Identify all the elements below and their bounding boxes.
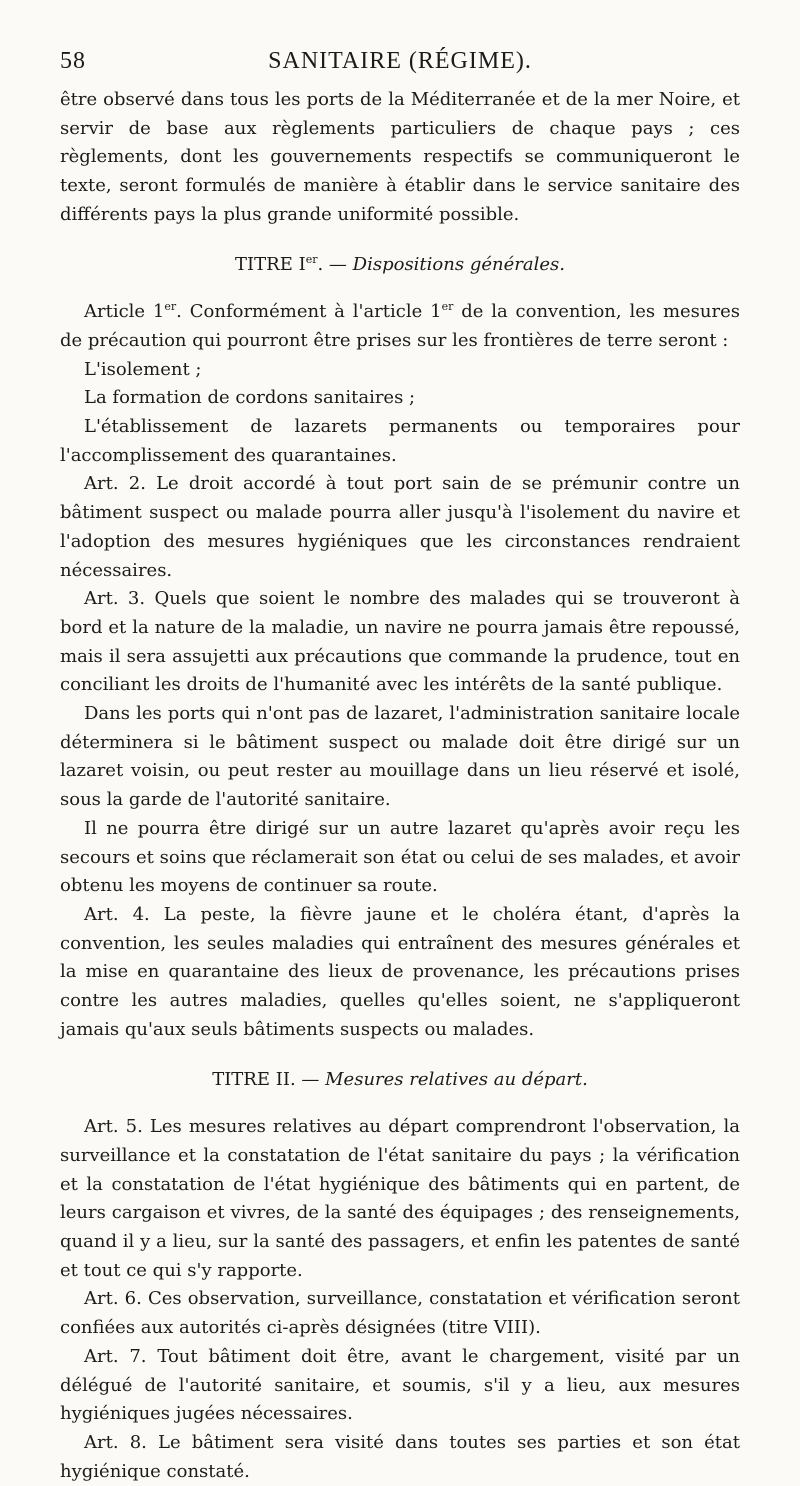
article-3-paragraph: Dans les ports qui n'ont pas de lazaret, l'administration sanitaire locale déterminera si le bâtiment suspect ou malade doit être dirigé sur un lazaret voisin, ou peut rester au mouillage dans un lieu réservé et isolé, sous la garde de l'autorité sanitaire. <box>60 703 740 811</box>
page-header <box>0 48 800 82</box>
article-1-item: La formation de cordons sanitaires ; <box>84 387 416 409</box>
article-6: Art. 6. Ces observation, surveillance, constatation et vérification seront confiées aux autorités ci-après désignées (titre VIII). <box>60 1288 740 1339</box>
article-8: Art. 8. Le bâtiment sera visité dans toutes ses parties et son état hygiénique constaté. <box>60 1431 740 1482</box>
running-head: SANITAIRE (RÉGIME). <box>268 48 532 74</box>
article-5: Art. 5. Les mesures relatives au départ comprendront l'observation, la surveillance et la constatation de l'état sanitaire du pays ; la vérification et la constatation de l'état hygiénique des bâtiments qui en partent, de leurs cargaison et vivres, de la santé des équipages ; des renseignements, quand il y a lieu, sur la santé des passagers, et enfin les patentes de santé et tout ce qui s'y rapporte. <box>60 1116 740 1281</box>
page-number: 58 <box>60 48 86 74</box>
article-1: Article 1er. Conformément à l'article 1er de la convention, les mesures de précaution qui pourront être prises sur les frontières de terre seront : <box>60 300 740 351</box>
article-4: Art. 4. La peste, la fièvre jaune et le choléra étant, d'après la convention, les seules maladies qui entraînent des mesures générales et la mise en quarantaine des lieux de provenance, les précautions prises contre les autres maladies, quelles qu'elles soient, ne s'appliqueront jamais qu'aux seuls bâtiments suspects ou malades. <box>60 903 740 1040</box>
article-3: Art. 3. Quels que soient le nombre des malades qui se trouveront à bord et la nature de la maladie, un navire ne pourra jamais être repoussé, mais il sera assujetti aux précautions que commande la prudence, tout en conciliant les droits de l'humanité avec les intérêts de la santé publique. <box>60 588 740 696</box>
article-2: Art. 2. Le droit accordé à tout port sain de se prémunir contre un bâtiment suspect ou malade pourra aller jusqu'à l'isolement du navire et l'adoption des mesures hygiéniques que les circonstances rendraient nécessaires. <box>60 473 740 581</box>
section-title-1: TITRE Ier. — Dispositions générales. <box>235 252 565 275</box>
article-1-item: L'établissement de lazarets permanents ou temporaires pour l'accomplissement des quarantaines. <box>60 416 740 466</box>
section-title-2: TITRE II. — Mesures relatives au départ. <box>212 1068 588 1090</box>
paragraph-intro: être observé dans tous les ports de la Méditerranée et de la mer Noire, et servir de base aux règlements particuliers de chaque pays ; ces règlements, dont les gouvernements respectifs se communiqueront le texte, seront formulés de manière à établir dans le service sanitaire des différents pays la plus grande uniformité possible. <box>60 89 740 225</box>
article-7: Art. 7. Tout bâtiment doit être, avant le chargement, visité par un délégué de l'autorité sanitaire, et soumis, s'il y a lieu, aux mesures hygiéniques jugées nécessaires. <box>60 1345 740 1425</box>
page-body <box>60 86 740 1486</box>
article-1-item: L'isolement ; <box>84 358 202 380</box>
article-3-paragraph: Il ne pourra être dirigé sur un autre lazaret qu'après avoir reçu les secours et soins que réclamerait son état ou celui de ses malades, et avoir obtenu les moyens de continuer sa route. <box>60 817 740 897</box>
